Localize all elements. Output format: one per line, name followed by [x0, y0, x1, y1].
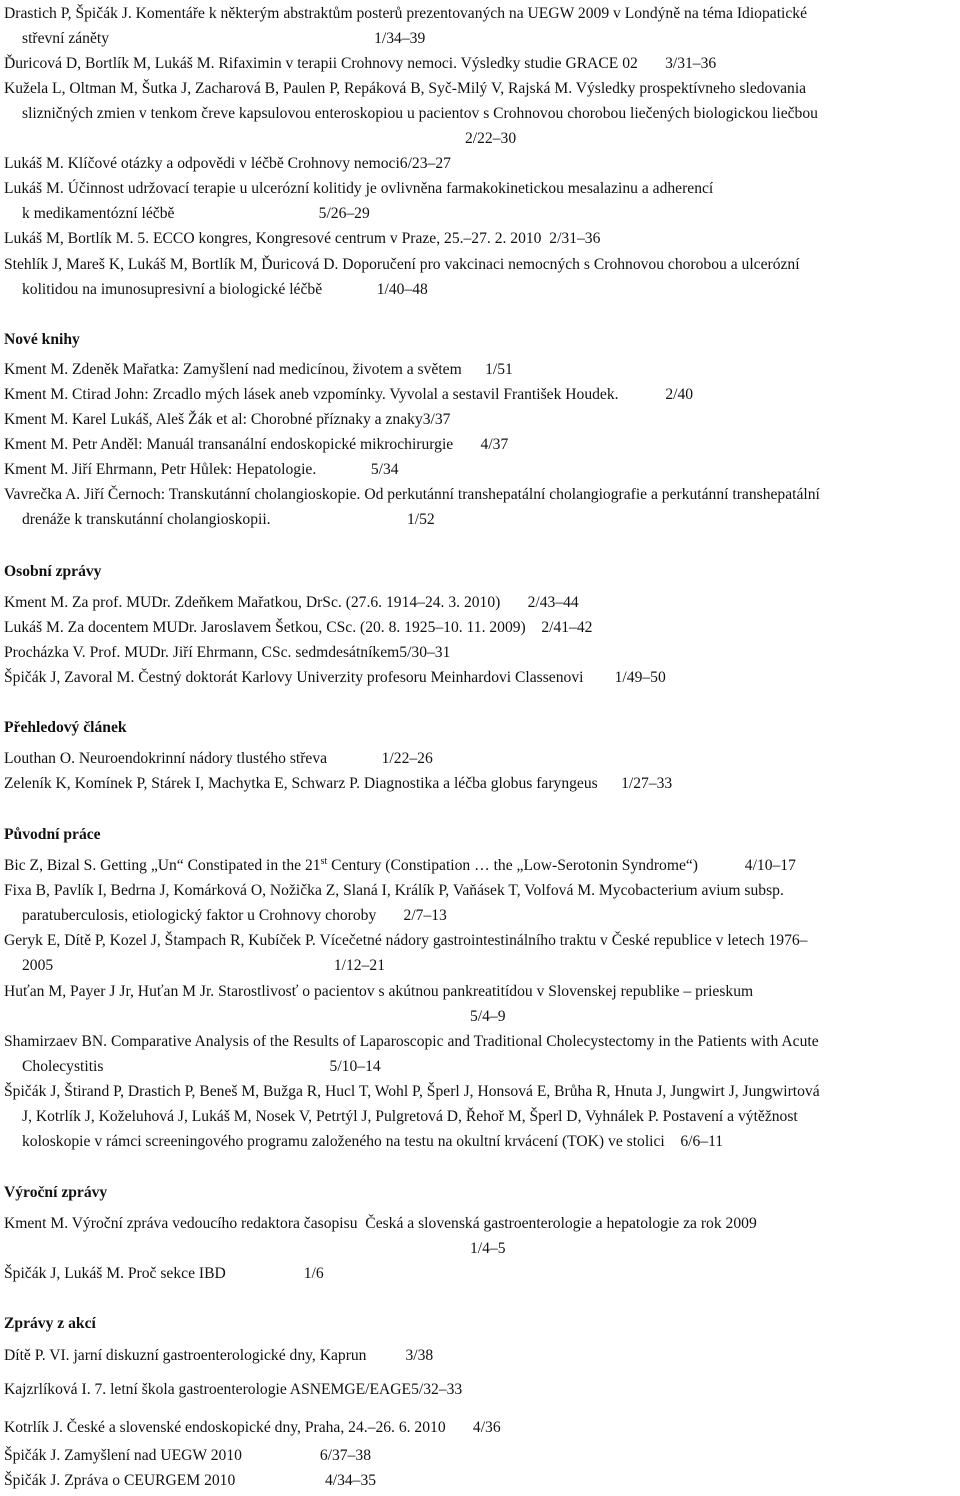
entry-line: Kment M. Ctirad John: Zrcadlo mých lásek aneb vzpomínky. Vyvolal a sestavil František Houdek. 2/40 [4, 386, 694, 403]
entry-line [4, 856, 796, 876]
entry-line: Fixa B, Pavlík I, Bedrna J, Komárková O, Nožička Z, Slaná I, Králík P, Vaňásek T, Volfová M. Mycobacterium avium subsp. [4, 882, 784, 899]
entry-line: Kužela L, Oltman M, Šutka J, Zacharová B, Paulen P, Repáková B, Syč-Milý V, Rajská M. Výsledky prospektívneho sledovania [4, 80, 807, 97]
entry-line: Kment M. Za prof. MUDr. Zdeňkem Mařatkou, DrSc. (27.6. 1914–24. 3. 2010) 2/43–44 [4, 594, 579, 611]
entry-line: 2/22–30 [465, 130, 517, 147]
entry-line: Cholecystitis 5/10–14 [22, 1058, 381, 1075]
entry-line: Ďuricová D, Bortlík M, Lukáš M. Rifaximin v terapii Crohnovy nemoci. Výsledky studie GRACE 02 3/31–36 [4, 55, 717, 72]
entry-line: Vavrečka A. Jiří Černoch: Transkutánní cholangioskopie. Od perkutánní transhepatální cholangiografie a perkutánní transhepatální [4, 486, 820, 503]
entry-line: drenáže k transkutánní cholangioskopii. 1/52 [22, 511, 435, 528]
entry-line: Lukáš M. Účinnost udržovací terapie u ulcerózní kolitidy je ovlivněna farmakokinetickou mesalazinu a adherencí [4, 180, 714, 197]
entry-line: Procházka V. Prof. MUDr. Jiří Ehrmann, CSc. sedmdesátníkem5/30–31 [4, 644, 451, 661]
entry-line: Stehlík J, Mareš K, Lukáš M, Bortlík M, Ďuricová D. Doporučení pro vakcinaci nemocných s Crohnovou chorobou a ulcerózní [4, 256, 800, 273]
entry-line: Kment M. Karel Lukáš, Aleš Žák et al: Chorobné příznaky a znaky3/37 [4, 411, 451, 428]
entry-line: paratuberculosis, etiologický faktor u Crohnovy choroby 2/7–13 [22, 907, 447, 924]
section-heading: Nové knihy [4, 331, 80, 348]
entry-line: Huťan M, Payer J Jr, Huťan M Jr. Starostlivosť o pacientov s akútnou pankreatitídou v Slovenskej republike – prieskum [4, 983, 754, 1000]
section-heading: Původní práce [4, 826, 101, 843]
entry-line: Shamirzaev BN. Comparative Analysis of the Results of Laparoscopic and Traditional Cholecystectomy in the Patients with Acute [4, 1033, 819, 1050]
entry-line: kolitidou na imunosupresivní a biologické léčbě 1/40–48 [22, 281, 428, 298]
entry-line: Lukáš M, Bortlík M. 5. ECCO kongres, Kongresové centrum v Praze, 25.–27. 2. 2010 2/31–36 [4, 230, 601, 247]
entry-line: k medikamentózní léčbě 5/26–29 [22, 205, 370, 222]
entry-line: Geryk E, Dítě P, Kozel J, Štampach R, Kubíček P. Vícečetné nádory gastrointestinálního traktu v České republice v letech 1976– [4, 932, 808, 949]
entry-text: Century (Constipation … the „Low-Serotonin Syndrome“) 4/10–17 [327, 857, 796, 874]
entry-line: Špičák J. Zpráva o CEURGEM 2010 4/34–35 [4, 1472, 377, 1489]
entry-line: Kotrlík J. České a slovenské endoskopické dny, Praha, 24.–26. 6. 2010 4/36 [4, 1419, 501, 1436]
entry-line: Lukáš M. Klíčové otázky a odpovědi v léčbě Crohnovy nemoci6/23–27 [4, 155, 451, 172]
section-heading: Osobní zprávy [4, 563, 102, 580]
entry-line: Kajzrlíková I. 7. letní škola gastroenterologie ASNEMGE/EAGE5/32–33 [4, 1381, 463, 1398]
entry-line: Špičák J, Lukáš M. Proč sekce IBD 1/6 [4, 1265, 324, 1282]
superscript: st [320, 856, 328, 867]
entry-line: J, Kotrlík J, Koželuhová J, Lukáš M, Nosek V, Petrtýl J, Pulgretová D, Řehoř M, Šperl D, Vyhnálek P. Postavení a výtěžnost [22, 1108, 798, 1125]
entry-line: Kment M. Jiří Ehrmann, Petr Hůlek: Hepatologie. 5/34 [4, 461, 399, 478]
entry-line: koloskopie v rámci screeningového programu založeného na testu na okultní krvácení (TOK) ve stolici 6/6–11 [22, 1133, 724, 1150]
section-heading: Výroční zprávy [4, 1184, 108, 1201]
entry-line: Špičák J, Štirand P, Drastich P, Beneš M, Bužga R, Hucl T, Wohl P, Šperl J, Honsová E, Brůha R, Hnuta J, Jungwirt J, Jungwirtová [4, 1083, 820, 1100]
entry-line: slizničných zmien v tenkom čreve kapsulovou enteroskopiou u pacientov s Crohnovou chorobou liečených biologickou liečbou [22, 105, 818, 122]
entry-line: Špičák J. Zamyšlení nad UEGW 2010 6/37–38 [4, 1447, 371, 1464]
entry-line: střevní záněty 1/34–39 [22, 30, 426, 47]
entry-line: Zeleník K, Komínek P, Stárek I, Machytka E, Schwarz P. Diagnostika a léčba globus faryngeus 1/27–33 [4, 775, 673, 792]
entry-line: 1/4–5 [470, 1240, 506, 1257]
entry-line: Dítě P. VI. jarní diskuzní gastroenterologické dny, Kaprun 3/38 [4, 1347, 434, 1364]
entry-line: 5/4–9 [470, 1008, 506, 1025]
entry-line: 2005 1/12–21 [22, 957, 385, 974]
section-heading: Přehledový článek [4, 719, 127, 736]
entry-line: Kment M. Výroční zpráva vedoucího redaktora časopisu Česká a slovenská gastroenterologie a hepatologie za rok 2009 [4, 1215, 757, 1232]
entry-line: Kment M. Zdeněk Mařatka: Zamyšlení nad medicínou, životem a světem 1/51 [4, 361, 513, 378]
section-heading: Zprávy z akcí [4, 1315, 96, 1332]
entry-line: Špičák J, Zavoral M. Čestný doktorát Karlovy Univerzity profesoru Meinhardovi Classenovi 1/49–50 [4, 669, 666, 686]
entry-line: Drastich P, Špičák J. Komentáře k některým abstraktům posterů prezentovaných na UEGW 2009 v Londýně na téma Idiopatické [4, 5, 807, 22]
entry-text: Bic Z, Bizal S. Getting „Un“ Constipated in the 21 [4, 857, 321, 874]
entry-line: Kment M. Petr Anděl: Manuál transanální endoskopické mikrochirurgie 4/37 [4, 436, 509, 453]
entry-line: Louthan O. Neuroendokrinní nádory tlustého střeva 1/22–26 [4, 750, 433, 767]
entry-line: Lukáš M. Za docentem MUDr. Jaroslavem Šetkou, CSc. (20. 8. 1925–10. 11. 2009) 2/41–42 [4, 619, 593, 636]
